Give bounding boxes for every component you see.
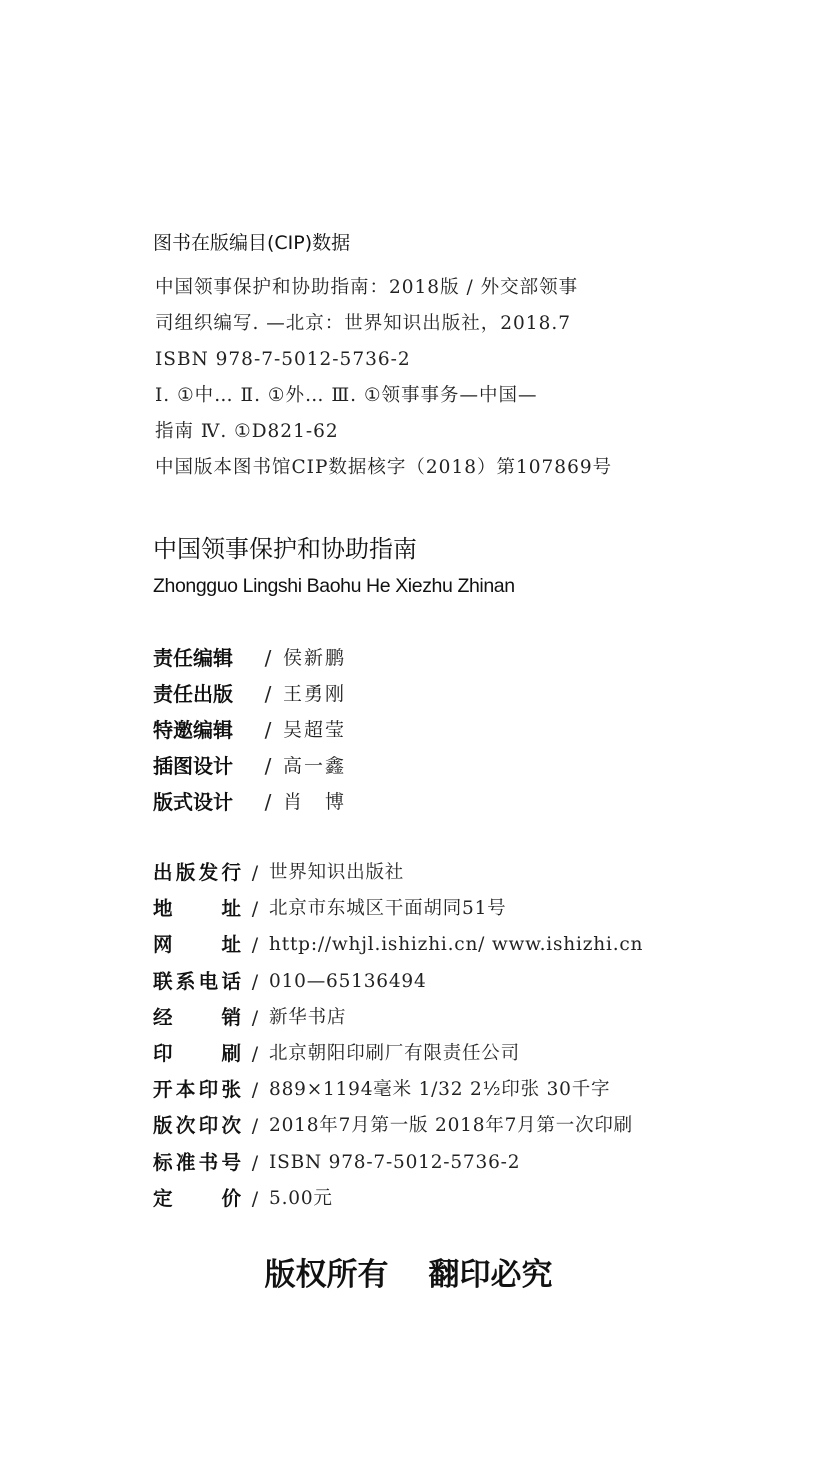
pub-label-char: 版 [175,861,196,885]
staff-row [153,748,346,784]
separator: / [264,790,272,814]
pub-value: 5.00元 [269,1187,333,1209]
pub-label [153,927,241,963]
pub-label-char: 次 [175,1114,196,1138]
pub-label-char: 标 [153,1150,173,1174]
pub-row-format [153,1072,643,1108]
pub-label-char: 系 [175,969,196,993]
pub-value: 889×1194毫米 1/32 2½印张 30千字 [269,1079,611,1101]
separator: / [264,646,272,670]
staff-name: 高一鑫 [283,755,347,777]
pub-label-char: 网 [153,933,173,957]
pub-label [153,964,241,1000]
staff-name: 肖 博 [283,791,347,813]
separator: / [251,898,259,921]
pub-value: 2018年7月第一版 2018年7月第一次印刷 [269,1115,633,1137]
staff-row [153,712,346,748]
publication-info [153,855,643,1217]
copyright-text: 版权所有 [264,1257,389,1293]
pub-label-char: 张 [221,1078,241,1102]
cip-line: Ⅰ. ①中… Ⅱ. ①外… Ⅲ. ①领事事务—中国— [155,385,538,406]
pub-row-website [153,927,643,963]
book-title: 中国领事保护和协助指南 [153,535,417,563]
pub-label-char: 经 [153,1005,173,1029]
pub-label [153,1000,241,1036]
separator: / [264,754,272,778]
pub-label-char: 址 [221,897,241,921]
pub-label-char: 开 [153,1078,173,1102]
cip-data-block [155,270,612,486]
copyright-notice [0,1255,817,1295]
staff-credits [153,640,346,820]
separator: / [251,862,259,885]
pub-label-char: 印 [198,1078,219,1102]
pub-label-char: 号 [221,1150,241,1174]
pub-label-char: 出 [153,861,173,885]
pub-row-printer [153,1036,643,1072]
separator: / [264,682,272,706]
pub-row-isbn [153,1145,643,1181]
cip-heading: 图书在版编目(CIP)数据 [153,232,351,254]
pub-label-char: 联 [153,969,173,993]
cip-line: ISBN 978-7-5012-5736-2 [155,349,411,370]
staff-row [153,784,346,820]
pub-label-char: 价 [221,1186,241,1210]
pub-label [153,1036,241,1072]
staff-name: 王勇刚 [283,683,347,705]
staff-role: 责任编辑 [153,646,233,670]
cip-line: 中国版本图书馆CIP数据核字（2018）第107869号 [155,457,613,478]
pub-label-char: 定 [153,1186,173,1210]
cip-line: 中国领事保护和协助指南：2018版 / 外交部领事 [155,277,579,298]
pub-label-char: 址 [221,933,241,957]
separator: / [251,1079,259,1102]
pub-value: ISBN 978-7-5012-5736-2 [269,1151,521,1173]
pub-row-edition [153,1108,643,1144]
separator: / [251,1043,259,1066]
pub-row-phone [153,964,643,1000]
pub-label [153,891,241,927]
pub-label-char: 行 [221,861,241,885]
separator: / [251,1151,259,1174]
pub-label-char: 准 [175,1150,196,1174]
pub-label-char: 印 [198,1114,219,1138]
pub-row-distributor [153,1000,643,1036]
pub-value: 北京朝阳印刷厂有限责任公司 [269,1043,520,1065]
pub-row-address [153,891,643,927]
pub-label-char: 销 [221,1005,241,1029]
separator: / [251,1187,259,1210]
pub-label-char: 刷 [221,1042,241,1066]
pub-label-char: 版 [153,1114,173,1138]
separator: / [251,1006,259,1029]
separator: / [251,1115,259,1138]
pub-label-char: 发 [198,861,219,885]
pub-label [153,1108,241,1144]
pub-label-char: 地 [153,897,173,921]
staff-role: 版式设计 [153,790,233,814]
pub-label-char: 印 [153,1042,173,1066]
pub-value: 010—65136494 [269,970,427,992]
cip-line: 司组织编写. —北京：世界知识出版社，2018.7 [155,313,571,334]
staff-role: 特邀编辑 [153,718,233,742]
staff-role: 责任出版 [153,682,233,706]
staff-row [153,640,346,676]
website-value: http://whjl.ishizhi.cn/ www.ishizhi.cn [269,934,644,956]
pub-value: 北京市东城区干面胡同51号 [269,898,507,920]
cip-line: 指南 Ⅳ. ①D821-62 [155,421,339,442]
pub-label-char: 书 [198,1150,219,1174]
separator: / [251,970,259,993]
pub-label-char: 次 [221,1114,241,1138]
pub-row-publisher [153,855,643,891]
staff-name: 吴超莹 [283,719,347,741]
copyright-text: 翻印必究 [428,1257,553,1293]
pub-row-price [153,1181,643,1217]
staff-row [153,676,346,712]
pub-label-char: 话 [221,969,241,993]
pub-value: 新华书店 [269,1006,347,1028]
pub-label-char: 本 [175,1078,196,1102]
pub-label-char: 电 [198,969,219,993]
book-title-pinyin: Zhongguo Lingshi Baohu He Xiezhu Zhinan [153,575,515,597]
staff-role: 插图设计 [153,754,233,778]
pub-label [153,1072,241,1108]
separator: / [251,934,259,957]
pub-label [153,855,241,891]
pub-value: 世界知识出版社 [269,862,405,884]
separator: / [264,718,272,742]
staff-name: 侯新鹏 [283,647,347,669]
pub-label [153,1181,241,1217]
pub-label [153,1145,241,1181]
